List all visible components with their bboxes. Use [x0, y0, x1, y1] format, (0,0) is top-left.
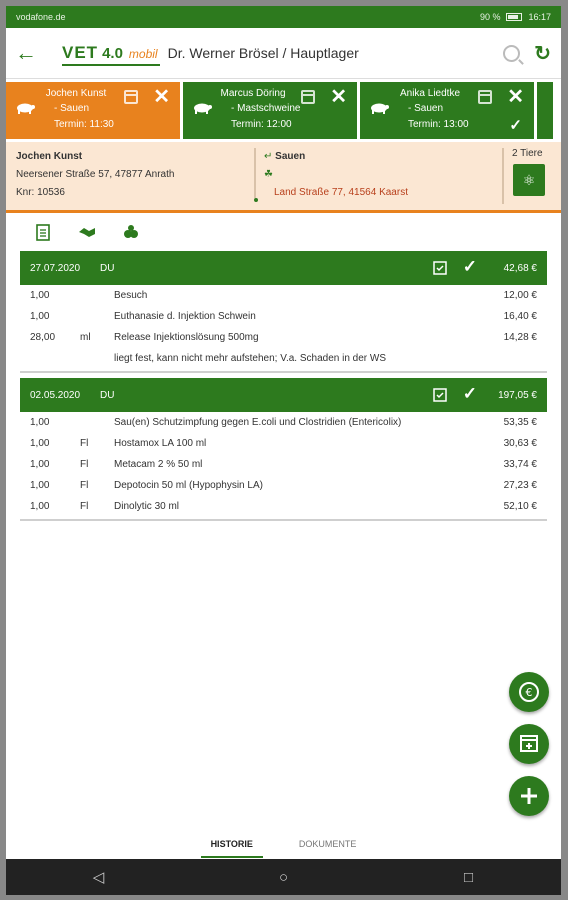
line-item [20, 454, 547, 475]
location-address: Land Straße 77, 41564 Kaarst [274, 187, 408, 198]
action-toolbar [6, 213, 561, 251]
item-desc: Release Injektionslösung 500mg [114, 332, 259, 343]
line-item-note [20, 348, 547, 369]
close-icon[interactable]: ✕ [330, 86, 347, 108]
item-unit: Fl [80, 480, 89, 491]
section-divider [20, 371, 547, 373]
item-desc: Metacam 2 % 50 ml [114, 459, 203, 470]
line-item [20, 475, 547, 496]
tab-termin: Termin: 11:30 [54, 119, 114, 130]
plus-icon [509, 776, 549, 816]
android-nav-bar [6, 859, 561, 895]
tab-termin: Termin: 12:00 [231, 119, 292, 130]
line-item [20, 433, 547, 454]
tab-subtitle: - Sauen [54, 103, 90, 114]
owner-knr: Knr: 10536 [16, 187, 65, 198]
handshake-icon[interactable] [78, 223, 96, 241]
section-date: 02.05.2020 [30, 389, 81, 401]
location-icon: ↵ [264, 151, 273, 162]
item-price: 14,28 € [503, 332, 537, 343]
item-unit: ml [80, 332, 91, 343]
tiere-count: 2 Tiere [512, 148, 543, 159]
tab-name: Jochen Kunst [45, 88, 107, 99]
tab-appointment-2[interactable] [183, 82, 357, 139]
logo-underline [62, 64, 160, 66]
logo-vet: VET [62, 43, 99, 62]
check-icon[interactable]: ✓ [462, 384, 477, 403]
item-price: 27,23 € [503, 480, 537, 491]
section-divider [20, 519, 547, 521]
tab-name: Anika Liedtke [399, 88, 461, 99]
owner-block [16, 148, 174, 202]
section-code: DU [100, 389, 115, 401]
logo-four: 4.0 [102, 45, 123, 62]
tab-subtitle: - Sauen [408, 103, 444, 114]
section-total: 197,05 € [498, 389, 537, 401]
divider [502, 148, 504, 204]
item-unit: Fl [80, 459, 89, 470]
page-title: Dr. Werner Brösel / Hauptlager [167, 45, 359, 61]
tab-termin: Termin: 13:00 [408, 119, 469, 130]
status-dot [254, 198, 258, 202]
item-qty: 1,00 [30, 459, 50, 470]
item-price: 52,10 € [503, 501, 537, 512]
tab-appointment-1[interactable] [6, 82, 180, 139]
calendar-icon[interactable] [124, 90, 138, 104]
document-icon[interactable] [433, 388, 447, 402]
item-desc: liegt fest, kann nicht mehr aufstehen; V.a. Schaden in der WS [114, 353, 387, 364]
calendar-icon[interactable] [301, 90, 315, 104]
euro-icon [509, 672, 549, 712]
cells-icon[interactable] [122, 223, 140, 241]
customer-info-bar [6, 142, 561, 213]
tab-name: Marcus Döring [220, 88, 286, 99]
close-icon[interactable]: ✕ [507, 86, 524, 108]
item-desc: Besuch [114, 290, 148, 301]
item-qty: 1,00 [30, 290, 50, 301]
item-price: 12,00 € [503, 290, 537, 301]
item-qty: 28,00 [30, 332, 56, 343]
euro-fab-button[interactable] [509, 672, 549, 712]
add-calendar-fab-button[interactable] [509, 724, 549, 764]
history-section-1 [20, 251, 547, 373]
logo-mobil: mobil [128, 47, 158, 61]
tab-historie[interactable]: HISTORIE [201, 834, 263, 858]
item-qty: 1,00 [30, 438, 50, 449]
owner-address: Neersener Straße 57, 47877 Anrath [16, 169, 175, 180]
carrier-label: vodafone.de [16, 12, 66, 22]
item-price: 53,35 € [503, 417, 537, 428]
item-qty: 1,00 [30, 480, 50, 491]
calendar-icon[interactable] [478, 90, 492, 104]
close-icon[interactable]: ✕ [153, 86, 170, 108]
bottom-tabs [6, 834, 561, 858]
calendar-add-icon [509, 724, 549, 764]
item-qty: 1,00 [30, 417, 50, 428]
app-logo [62, 43, 158, 63]
divider [254, 148, 256, 198]
check-icon[interactable]: ✓ [462, 257, 477, 276]
location-block [264, 148, 408, 202]
app-bar-tools [503, 41, 551, 66]
line-item [20, 496, 547, 517]
tab-dokumente[interactable]: DOKUMENTE [298, 839, 357, 849]
refresh-icon[interactable]: ↻ [534, 42, 551, 65]
leaf-icon: ☘ [264, 169, 273, 180]
status-bar [6, 6, 561, 28]
tab-subtitle: - Mastschweine [231, 103, 301, 114]
clipboard-icon[interactable] [34, 223, 52, 241]
item-desc: Depotocin 50 ml (Hypophysin LA) [114, 480, 263, 491]
back-arrow-icon[interactable]: ← [15, 40, 37, 65]
line-item [20, 327, 547, 348]
nav-home-icon[interactable]: ○ [278, 868, 289, 886]
history-section-2 [20, 378, 547, 521]
item-unit: Fl [80, 438, 89, 449]
section-code: DU [100, 262, 115, 274]
item-qty: 1,00 [30, 311, 50, 322]
pig-icon [14, 102, 36, 114]
item-desc: Dinolytic 30 ml [114, 501, 180, 512]
line-item [20, 285, 547, 306]
nav-back-icon[interactable]: ◁ [92, 869, 105, 886]
pig-icon [191, 102, 213, 114]
appointment-tabs [6, 79, 561, 142]
tab-appointment-3[interactable] [360, 82, 534, 139]
clock: 16:17 [528, 12, 551, 22]
owner-name: Jochen Kunst [16, 151, 83, 162]
nav-recents-icon[interactable]: □ [463, 868, 474, 886]
check-icon: ✓ [509, 117, 522, 134]
line-item [20, 306, 547, 327]
item-unit: Fl [80, 501, 89, 512]
app-bar [6, 28, 561, 79]
add-fab-button[interactable] [509, 776, 549, 816]
item-desc: Euthanasie d. Injektion Schwein [114, 311, 256, 322]
location-label: Sauen [275, 151, 306, 162]
animals-button[interactable]: ⚛ [513, 164, 545, 196]
search-icon[interactable] [503, 45, 520, 62]
item-desc: Sau(en) Schutzimpfung gegen E.coli und Clostridien (Entericolix) [114, 417, 402, 428]
battery-icon [506, 13, 522, 21]
pig-icon [368, 102, 390, 114]
section-header[interactable] [20, 378, 547, 412]
svg-text:€: € [525, 686, 533, 699]
item-price: 30,63 € [503, 438, 537, 449]
item-price: 16,40 € [503, 311, 537, 322]
section-total: 42,68 € [503, 262, 537, 274]
app-screen [6, 6, 561, 895]
item-qty: 1,00 [30, 501, 50, 512]
document-icon[interactable] [433, 261, 447, 275]
line-item [20, 412, 547, 433]
item-price: 33,74 € [503, 459, 537, 470]
section-header[interactable] [20, 251, 547, 285]
status-right [480, 12, 551, 22]
section-date: 27.07.2020 [30, 262, 81, 274]
battery-percent: 90 % [479, 12, 501, 22]
tab-appointment-4-partial[interactable] [537, 82, 553, 139]
item-desc: Hostamox LA 100 ml [114, 438, 207, 449]
